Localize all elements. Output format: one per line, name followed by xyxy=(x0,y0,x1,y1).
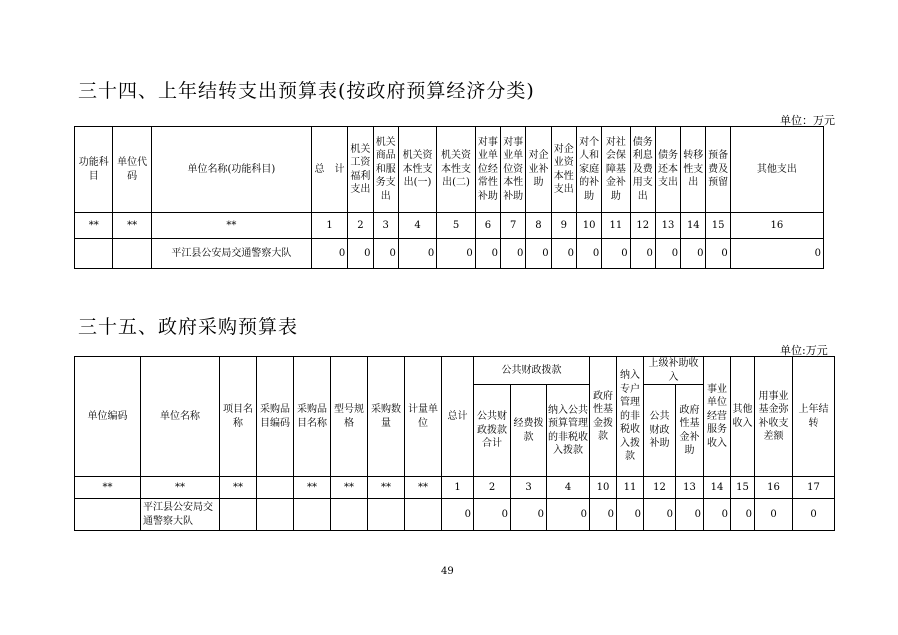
index-cell: ** xyxy=(220,477,257,499)
section-34-title: 三十四、上年结转支出预算表(按政府预算经济分类) xyxy=(78,80,535,102)
data-cell: 0 xyxy=(348,239,373,269)
header-cell: 事业单位经营服务收入 xyxy=(704,357,731,477)
data-cell: 0 xyxy=(474,499,511,531)
data-cell: 0 xyxy=(526,239,551,269)
header-cell: 对事业单位经常性补助 xyxy=(475,127,500,213)
section-35-index-row xyxy=(75,477,835,499)
index-cell: ** xyxy=(294,477,331,499)
sub-header-cell: 纳入公共预算管理的非税收入拨款 xyxy=(547,385,590,477)
index-cell: ** xyxy=(141,477,220,499)
header-cell: 预备费及预留 xyxy=(706,127,730,213)
header-group-cell: 公共财政拨款 xyxy=(474,357,590,385)
index-cell xyxy=(257,477,294,499)
index-cell: 10 xyxy=(590,477,617,499)
data-cell: 0 xyxy=(475,239,500,269)
index-cell: 3 xyxy=(511,477,547,499)
index-cell: ** xyxy=(405,477,442,499)
sub-header-cell: 公共财政拨款合计 xyxy=(474,385,511,477)
index-cell: 3 xyxy=(373,213,398,239)
index-cell: 14 xyxy=(704,477,731,499)
data-cell: 0 xyxy=(437,239,475,269)
header-cell: 对企业补助 xyxy=(526,127,551,213)
section-35-data-row xyxy=(75,499,835,531)
sub-header-cell: 政府性基金补助 xyxy=(676,385,704,477)
data-cell: 0 xyxy=(644,499,676,531)
unit-name-cell: 平江县公安局交通警察大队 xyxy=(141,499,220,531)
index-cell: ** xyxy=(331,477,368,499)
header-cell: 项目名称 xyxy=(220,357,257,477)
index-cell: 5 xyxy=(437,213,475,239)
index-cell: 14 xyxy=(681,213,706,239)
section-34-unit: 单位：万元 xyxy=(780,114,835,127)
index-cell: 6 xyxy=(475,213,500,239)
header-cell: 对企业资本性支出 xyxy=(551,127,576,213)
header-cell: 其他收入 xyxy=(731,357,755,477)
header-cell: 对社会保障基金补助 xyxy=(602,127,630,213)
index-cell: 13 xyxy=(676,477,704,499)
header-cell: 采购品目编码 xyxy=(257,357,294,477)
index-cell: 13 xyxy=(655,213,680,239)
data-cell: 0 xyxy=(676,499,704,531)
header-cell: 单位代码 xyxy=(113,127,151,213)
header-group-cell: 上级补助收入 xyxy=(644,357,704,385)
header-cell: 债务利息及费用支出 xyxy=(630,127,655,213)
sub-header-cell: 经费拨款 xyxy=(511,385,547,477)
section-35-unit: 单位:万元 xyxy=(780,344,828,357)
data-cell xyxy=(294,499,331,531)
index-cell: 7 xyxy=(501,213,526,239)
data-cell xyxy=(405,499,442,531)
header-cell: 上年结转 xyxy=(793,357,835,477)
header-cell: 对事业单位资本性补助 xyxy=(501,127,526,213)
index-cell: 16 xyxy=(730,213,823,239)
index-cell: 9 xyxy=(551,213,576,239)
header-cell: 转移性支出 xyxy=(681,127,706,213)
index-cell: ** xyxy=(368,477,405,499)
data-cell: 0 xyxy=(576,239,601,269)
header-cell: 型号规格 xyxy=(331,357,368,477)
index-cell: 17 xyxy=(793,477,835,499)
data-cell: 0 xyxy=(398,239,436,269)
header-cell: 其他支出 xyxy=(730,127,823,213)
data-cell: 0 xyxy=(551,239,576,269)
header-cell: 采购数量 xyxy=(368,357,405,477)
header-cell: 机关商品和服务支出 xyxy=(373,127,398,213)
header-cell: 计量单位 xyxy=(405,357,442,477)
data-cell xyxy=(220,499,257,531)
sub-header-cell: 公共财政补助 xyxy=(644,385,676,477)
section-35-title: 三十五、政府采购预算表 xyxy=(78,316,299,338)
header-cell: 采购品目名称 xyxy=(294,357,331,477)
data-cell xyxy=(75,499,141,531)
data-cell: 0 xyxy=(311,239,347,269)
header-cell: 债务还本支出 xyxy=(655,127,680,213)
section-35-header-row-1 xyxy=(75,357,835,385)
index-cell: 11 xyxy=(602,213,630,239)
page-number: 49 xyxy=(441,566,454,577)
header-cell: 机关资本性支出(二) xyxy=(437,127,475,213)
header-cell: 纳入专户管理的非税收入拨款 xyxy=(617,357,644,477)
header-cell: 对个人和家庭的补助 xyxy=(576,127,601,213)
data-cell xyxy=(331,499,368,531)
header-cell: 功能科目 xyxy=(75,127,113,213)
index-cell: 1 xyxy=(442,477,474,499)
section-34-index-row xyxy=(75,213,824,239)
index-cell: 12 xyxy=(644,477,676,499)
index-cell: ** xyxy=(75,213,113,239)
index-cell: 2 xyxy=(474,477,511,499)
data-cell: 0 xyxy=(731,499,755,531)
data-cell: 0 xyxy=(617,499,644,531)
data-cell: 0 xyxy=(655,239,680,269)
index-cell: 11 xyxy=(617,477,644,499)
header-cell: 政府性基金拨款 xyxy=(590,357,617,477)
index-cell: 15 xyxy=(706,213,730,239)
index-cell: 16 xyxy=(755,477,793,499)
section-34-header-row xyxy=(75,127,824,213)
unit-name-cell: 平江县公安局交通警察大队 xyxy=(151,239,311,269)
data-cell xyxy=(368,499,405,531)
section-35-table xyxy=(74,356,835,531)
header-cell: 总计 xyxy=(442,357,474,477)
data-cell xyxy=(257,499,294,531)
section-34-table xyxy=(74,126,824,269)
data-cell: 0 xyxy=(602,239,630,269)
index-cell: 2 xyxy=(348,213,373,239)
header-cell: 单位名称(功能科目) xyxy=(151,127,311,213)
data-cell: 0 xyxy=(681,239,706,269)
index-cell: 4 xyxy=(547,477,590,499)
index-cell: 15 xyxy=(731,477,755,499)
header-cell: 总 计 xyxy=(311,127,347,213)
header-cell: 单位编码 xyxy=(75,357,141,477)
data-cell: 0 xyxy=(706,239,730,269)
index-cell: 8 xyxy=(526,213,551,239)
header-cell: 用事业基金弥补收支差额 xyxy=(755,357,793,477)
section-34-data-row xyxy=(75,239,824,269)
data-cell: 0 xyxy=(511,499,547,531)
data-cell: 0 xyxy=(793,499,835,531)
header-cell: 机关资本性支出(一) xyxy=(398,127,436,213)
data-cell: 0 xyxy=(590,499,617,531)
index-cell: ** xyxy=(151,213,311,239)
data-cell: 0 xyxy=(730,239,823,269)
data-cell: 0 xyxy=(704,499,731,531)
header-cell: 机关工资福利支出 xyxy=(348,127,373,213)
index-cell: ** xyxy=(113,213,151,239)
data-cell xyxy=(113,239,151,269)
index-cell: 1 xyxy=(311,213,347,239)
index-cell: 10 xyxy=(576,213,601,239)
data-cell xyxy=(75,239,113,269)
index-cell: 4 xyxy=(398,213,436,239)
data-cell: 0 xyxy=(442,499,474,531)
index-cell: 12 xyxy=(630,213,655,239)
data-cell: 0 xyxy=(755,499,793,531)
data-cell: 0 xyxy=(501,239,526,269)
data-cell: 0 xyxy=(373,239,398,269)
index-cell: ** xyxy=(75,477,141,499)
data-cell: 0 xyxy=(547,499,590,531)
header-cell: 单位名称 xyxy=(141,357,220,477)
data-cell: 0 xyxy=(630,239,655,269)
